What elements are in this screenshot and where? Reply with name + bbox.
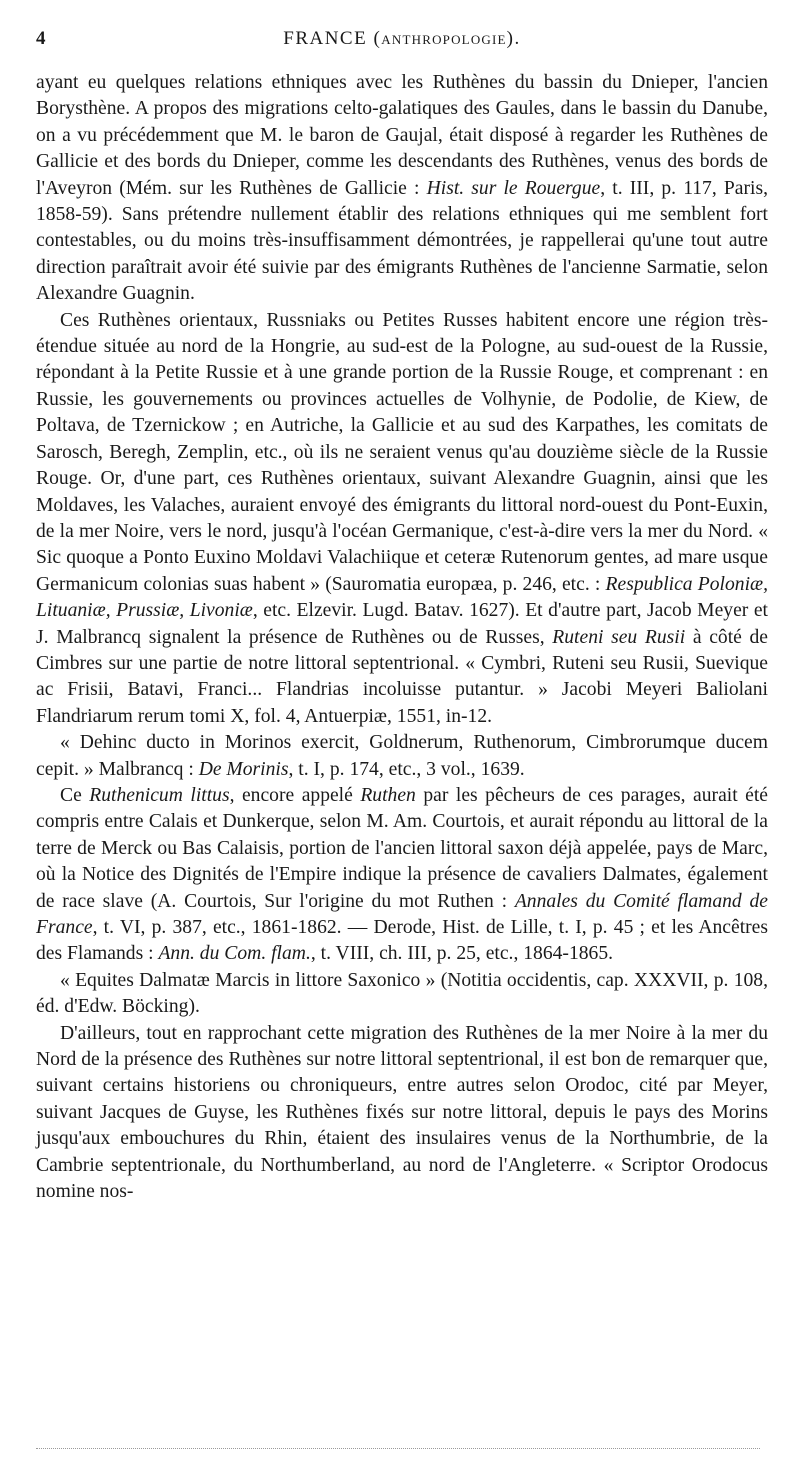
running-head: [36, 28, 768, 50]
paragraph: [36, 783, 768, 968]
text-run: Ces Ruthènes orientaux, Russniaks ou Petites Russes habitent encore une région très-étendue située au nord de la Hongrie, au sud-est de la Pologne, au sud-ouest de la Russie, répondant à la Petite Russie et à une grande portion de la Russie Rouge, et comprenant : en Russie, les gouvernements ou provinces actuelles de Volhynie, de Podolie, de Kiew, de Poltava, de Tzernickow ; en Autriche, la Gallicie et au sud des Karpathes, les comitats de Sarosch, Beregh, Zemplin, etc., où ils ne seraient venus qu'au douzième siècle de la Russie Rouge. Or, d'une part, ces Ruthènes orientaux, suivant Alexandre Guagnin, ainsi que les Moldaves, les Valaches, auraient envoyé des émigrants du littoral nord-ouest du Pont-Euxin, de la mer Noire, vers le nord, jusqu'à l'océan Germanique, c'est-à-dire vers la mer du Nord. « Sic quoque a Ponto Euxino Moldavi Valachiique et ceteræ Rutenorum gentes, ad mare usque Germanicum colonias suas habent » (Sauromatia europæa, p. 246, etc. :: [36, 309, 768, 595]
footer-dotted-rule: [36, 1448, 760, 1449]
text-run: D'ailleurs, tout en rapprochant cette migration des Ruthènes de la mer Noire à la mer du Nord de la présence des Ruthènes sur notre littoral septentrional, il est bon de remarquer que, suivant certains historiens ou chroniqueurs, entre autres selon Orodoc, cité par Meyer, suivant Jacques de Guyse, les Ruthènes fixés sur notre littoral, depuis le pays des Morins jusqu'aux embouchures du Rhin, étaient des insulaires venus de la Northumbrie, de la Cambrie septentrionale, du Northumberland, au nord de l'Angleterre. « Scriptor Orodocus nomine nos-: [36, 1022, 768, 1203]
italic-citation: De Morinis: [198, 758, 289, 780]
italic-citation: Hist. sur le Rouergue: [426, 177, 601, 199]
body-text: [36, 70, 768, 1205]
text-run: , t. III, p. 117, Paris, 1858-59). Sans prétendre nullement établir des relations ethniques qui me semblent fort contestables, ou du moins très-insuffisamment démontrées, je rappellerai qu'une tout autre direction paraîtrait avoir été suivie par des émigrants Ruthènes de l'ancienne Sarmatie, selon Alexandre Guagnin.: [36, 177, 768, 305]
paragraph: [36, 968, 768, 1021]
paragraph: [36, 1021, 768, 1206]
paragraph: [36, 730, 768, 783]
text-run: par les pêcheurs de ces parages, aurait été compris entre Calais et Dunkerque, selon M. Am. Courtois, et aurait répondu au littoral de la terre de Merck ou Bas Calaisis, portion de l'ancien littoral saxon déjà appelée, pays de Marc, où la Notice des Dignités de l'Empire indique la présence de cavaliers Dalmates, également de race slave (A. Courtois, Sur l'origine du mot Ruthen :: [36, 784, 768, 912]
text-run: ayant eu quelques relations ethniques avec les Ruthènes du bassin du Dnieper, l'ancien Borysthène. A propos des migrations celto-galatiques des Gaules, dans le bassin du Danube, on a vu précédemment que M. le baron de Gaujal, était disposé à regarder les Ruthènes de Gallicie et des bords du Dnieper, comme les descendants des Ruthènes, venus des bords de l'Aveyron (Mém. sur les Ruthènes de Gallicie :: [36, 72, 768, 199]
text-run: , t. VIII, ch. III, p. 25, etc., 1864-1865.: [310, 943, 614, 965]
italic-citation: Ruthen: [360, 784, 416, 806]
running-head-title: FRANCE (: [283, 28, 382, 49]
italic-citation: Ruthenicum littus: [89, 784, 230, 806]
italic-citation: Ann. du Com. flam.: [158, 943, 311, 965]
text-run: , t. I, p. 174, etc., 3 vol., 1639.: [288, 758, 525, 780]
text-run: , etc. Elzevir. Lugd. Batav. 1627). Et d'autre part, Jacob Meyer et J. Malbrancq signalent la présence de Ruthènes ou de Russes,: [36, 600, 768, 648]
page-number: 4: [36, 28, 46, 49]
text-run: « Equites Dalmatæ Marcis in littore Saxonico » (Notitia occidentis, cap. XXXVII, p. 108, éd. d'Edw. Böcking).: [36, 969, 768, 1018]
italic-citation: Ruteni seu Rusii: [552, 626, 686, 648]
running-head-subtitle: ANTHROPOLOGIE: [381, 32, 507, 47]
paragraph: [36, 70, 768, 308]
italic-citation: Respublica Poloniæ, Lituaniæ, Prussiæ, Livoniæ: [36, 573, 768, 622]
text-run: , encore appelé: [229, 784, 361, 806]
italic-citation: Annales du Comité flamand de France: [36, 890, 768, 938]
page-header: [36, 28, 768, 62]
paragraph: [36, 308, 768, 731]
text-run: « Dehinc ducto in Morinos exercit, Goldnerum, Ruthenorum, Cimbrorumque ducem cepit. » Malbrancq :: [36, 732, 768, 780]
text-run: à côté de Cimbres sur une partie de notre littoral septentrional. « Cymbri, Ruteni seu Rusii, Suevique ac Frisii, Batavi, Franci... Flandrias incoluisse putantur. » Jacobi Meyeri Baliolani Flandriarum rerum tomi X, fol. 4, Antuerpiæ, 1551, in-12.: [36, 626, 768, 727]
running-head-end: ).: [506, 28, 521, 49]
text-run: , t. VI, p. 387, etc., 1861-1862. — Derode, Hist. de Lille, t. I, p. 45 ; et les Ancêtres des Flamands :: [36, 917, 768, 965]
text-run: Ce: [60, 784, 90, 806]
